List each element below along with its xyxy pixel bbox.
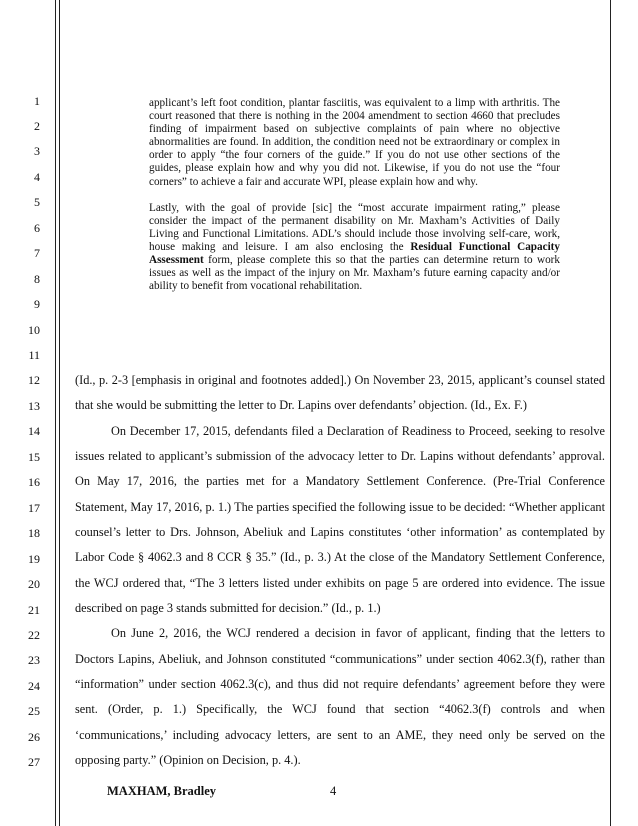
line-number: 10 <box>28 322 40 337</box>
quote-paragraph-2-text: Lastly, with the goal of provide [sic] the “most accurate impairment rating,” please consider the impact of the permanent disability on Mr. Maxham’s Activities of Daily Living and Functional Limitations. ADL’s should include those involving self-care, work, house making and leisure. I am also enclosing the <box>149 201 560 253</box>
body-paragraph-1: (Id., p. 2-3 [emphasis in original and footnotes added].) On November 23, 2015, applicant’s counsel stated that she would be submitting the letter to Dr. Lapins over defendants’ objection. (Id., Ex. F.) <box>75 373 605 413</box>
quote-paragraph-2 <box>149 202 560 294</box>
line-number: 23 <box>28 653 40 668</box>
line-number: 21 <box>28 602 40 617</box>
line-number: 9 <box>34 297 40 312</box>
block-quote <box>149 97 560 293</box>
left-margin-rule <box>55 0 56 826</box>
footer-page-number: 4 <box>330 784 337 798</box>
line-number: 26 <box>28 729 40 744</box>
line-number: 2 <box>34 118 40 133</box>
line-number: 5 <box>34 195 40 210</box>
line-number: 11 <box>28 348 40 362</box>
body-text <box>75 368 605 774</box>
line-number: 17 <box>28 500 40 515</box>
line-number: 27 <box>28 755 40 770</box>
line-number: 25 <box>28 704 40 719</box>
line-number: 18 <box>28 526 40 541</box>
line-number: 1 <box>34 93 40 108</box>
quote-paragraph-2-text-end: form, please complete this so that the parties can determine return to work issues as well as the impact of the injury on Mr. Maxham’s future earning capacity and/or ability to benefit from vocational rehabilitation. <box>149 254 560 293</box>
line-number: 20 <box>28 577 40 592</box>
quote-paragraph-1: applicant’s left foot condition, plantar fasciitis, was equivalent to a limp with arthritis. The court reasoned that there is nothing in the 2004 amendment to section 4660 that precludes finding of impairment based on subjective complaints of pain where no objective abnormalities are found. In addition, the condition need not be extraordinary or complex in order to apply “the four corners of the guide.” If you do not use other sections of the guides, please explain how and why you did not. Likewise, if you do not use the “four corners” to achieve a fair and accurate WPI, please explain how and why. <box>149 97 560 188</box>
line-number: 22 <box>28 627 40 642</box>
line-number: 6 <box>34 220 40 235</box>
body-paragraph-2: On December 17, 2015, defendants filed a Declaration of Readiness to Proceed, seeking to resolve issues related to applicant’s submission of the advocacy letter to Dr. Lapins without defendants’ approval. On May 17, 2016, the parties met for a Mandatory Settlement Conference. (Pre-Trial Conference Statement, May 17, 2016, p. 1.) The parties specified the following issue to be decided: “Whether applicant counsel’s letter to Drs. Johnson, Abeliuk and Lapins constitutes ‘other information’ as contemplated by Labor Code § 4062.3 and 8 CCR § 35.” (Id., p. 3.) At the close of the Mandatory Settlement Conference, the WCJ ordered that, “The 3 letters listed under exhibits on page 5 are ordered into evidence. The issue described on page 3 stands submitted for decision.” (Id., p. 1.) <box>75 423 605 616</box>
line-number: 12 <box>28 373 40 388</box>
right-margin-rule <box>610 0 611 826</box>
footer-case-name: MAXHAM, Bradley <box>107 784 217 798</box>
line-number: 16 <box>28 475 40 490</box>
quote-bold-form-name: Residual Functional Capacity Assessment <box>149 240 560 267</box>
line-number: 15 <box>28 449 40 464</box>
left-margin-rule-inner <box>59 0 60 826</box>
line-number: 7 <box>34 246 40 261</box>
line-number: 8 <box>34 271 40 286</box>
body-paragraph-3: On June 2, 2016, the WCJ rendered a decision in favor of applicant, finding that the letters to Doctors Lapins, Abeliuk, and Johnson constituted “communications” under section 4062.3(f), rather than “information” under section 4062.3(c), and thus did not require defendants’ agreement before they were sent. (Order, p. 1.) Specifically, the WCJ found that section “4062.3(f) controls and when ‘communications,’ including advocacy letters, are sent to an AME, they need only be served on the opposing party.” (Opinion on Decision, p. 4.). <box>75 626 605 768</box>
line-number: 3 <box>34 144 40 159</box>
line-number: 24 <box>28 678 40 693</box>
line-number: 4 <box>34 169 40 184</box>
line-number: 14 <box>28 424 40 439</box>
line-number: 19 <box>28 551 40 566</box>
line-number: 13 <box>28 398 40 413</box>
